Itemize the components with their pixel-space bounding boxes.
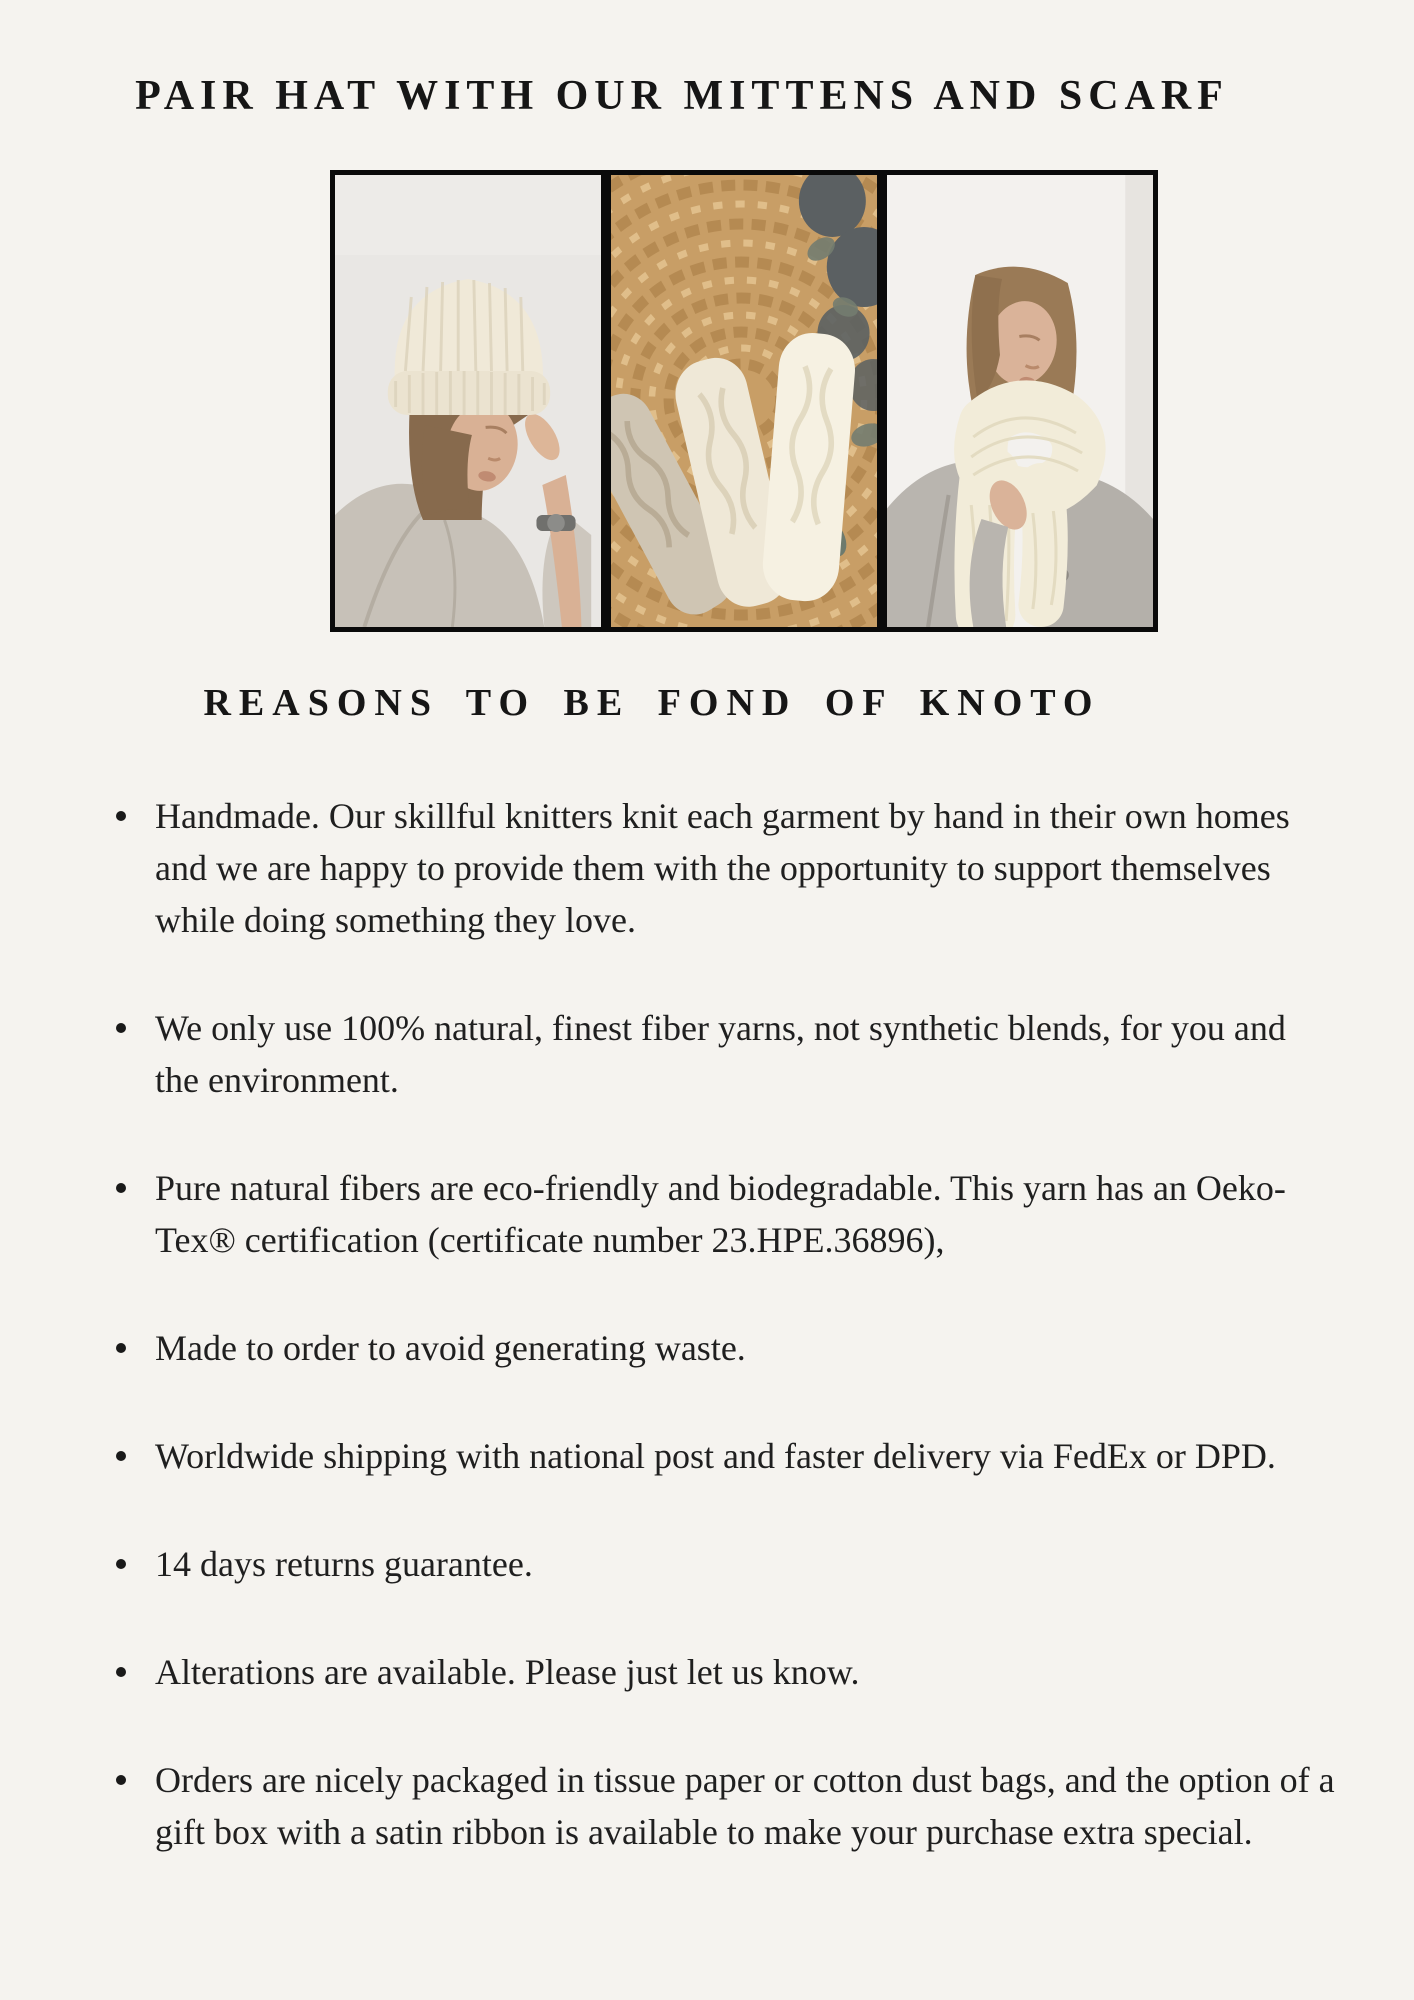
reason-item: We only use 100% natural, finest fiber yarns, not synthetic blends, for you and the environment. [116, 1002, 1335, 1106]
scarf-illustration [887, 175, 1153, 627]
reason-item: Alterations are available. Please just let us know. [116, 1646, 1335, 1698]
mittens-illustration [611, 175, 877, 627]
reason-item: Pure natural fibers are eco-friendly and biodegradable. This yarn has an Oeko-Tex® certification (certificate number 23.HPE.36896), [116, 1162, 1335, 1266]
reason-item: Worldwide shipping with national post and faster delivery via FedEx or DPD. [116, 1430, 1335, 1482]
reason-item: Made to order to avoid generating waste. [116, 1322, 1335, 1374]
photo-beanie-hat [330, 170, 606, 632]
photo-mittens-on-wicker [606, 170, 882, 632]
photo-scarf [882, 170, 1158, 632]
reasons-title: REASONS TO BE FOND OF KNOTO [203, 682, 1101, 725]
page-title: PAIR HAT WITH OUR MITTENS AND SCARF [135, 73, 1229, 119]
reasons-list [116, 790, 1336, 1858]
beanie-hat-illustration [335, 175, 601, 627]
product-photo-collage [330, 170, 1158, 632]
reason-item: 14 days returns guarantee. [116, 1538, 1335, 1590]
reason-item: Handmade. Our skillful knitters knit each garment by hand in their own homes and we are happy to provide them with the opportunity to support themselves while doing something they love. [116, 790, 1335, 946]
reason-item: Orders are nicely packaged in tissue paper or cotton dust bags, and the option of a gift box with a satin ribbon is available to make your purchase extra special. [116, 1754, 1335, 1858]
